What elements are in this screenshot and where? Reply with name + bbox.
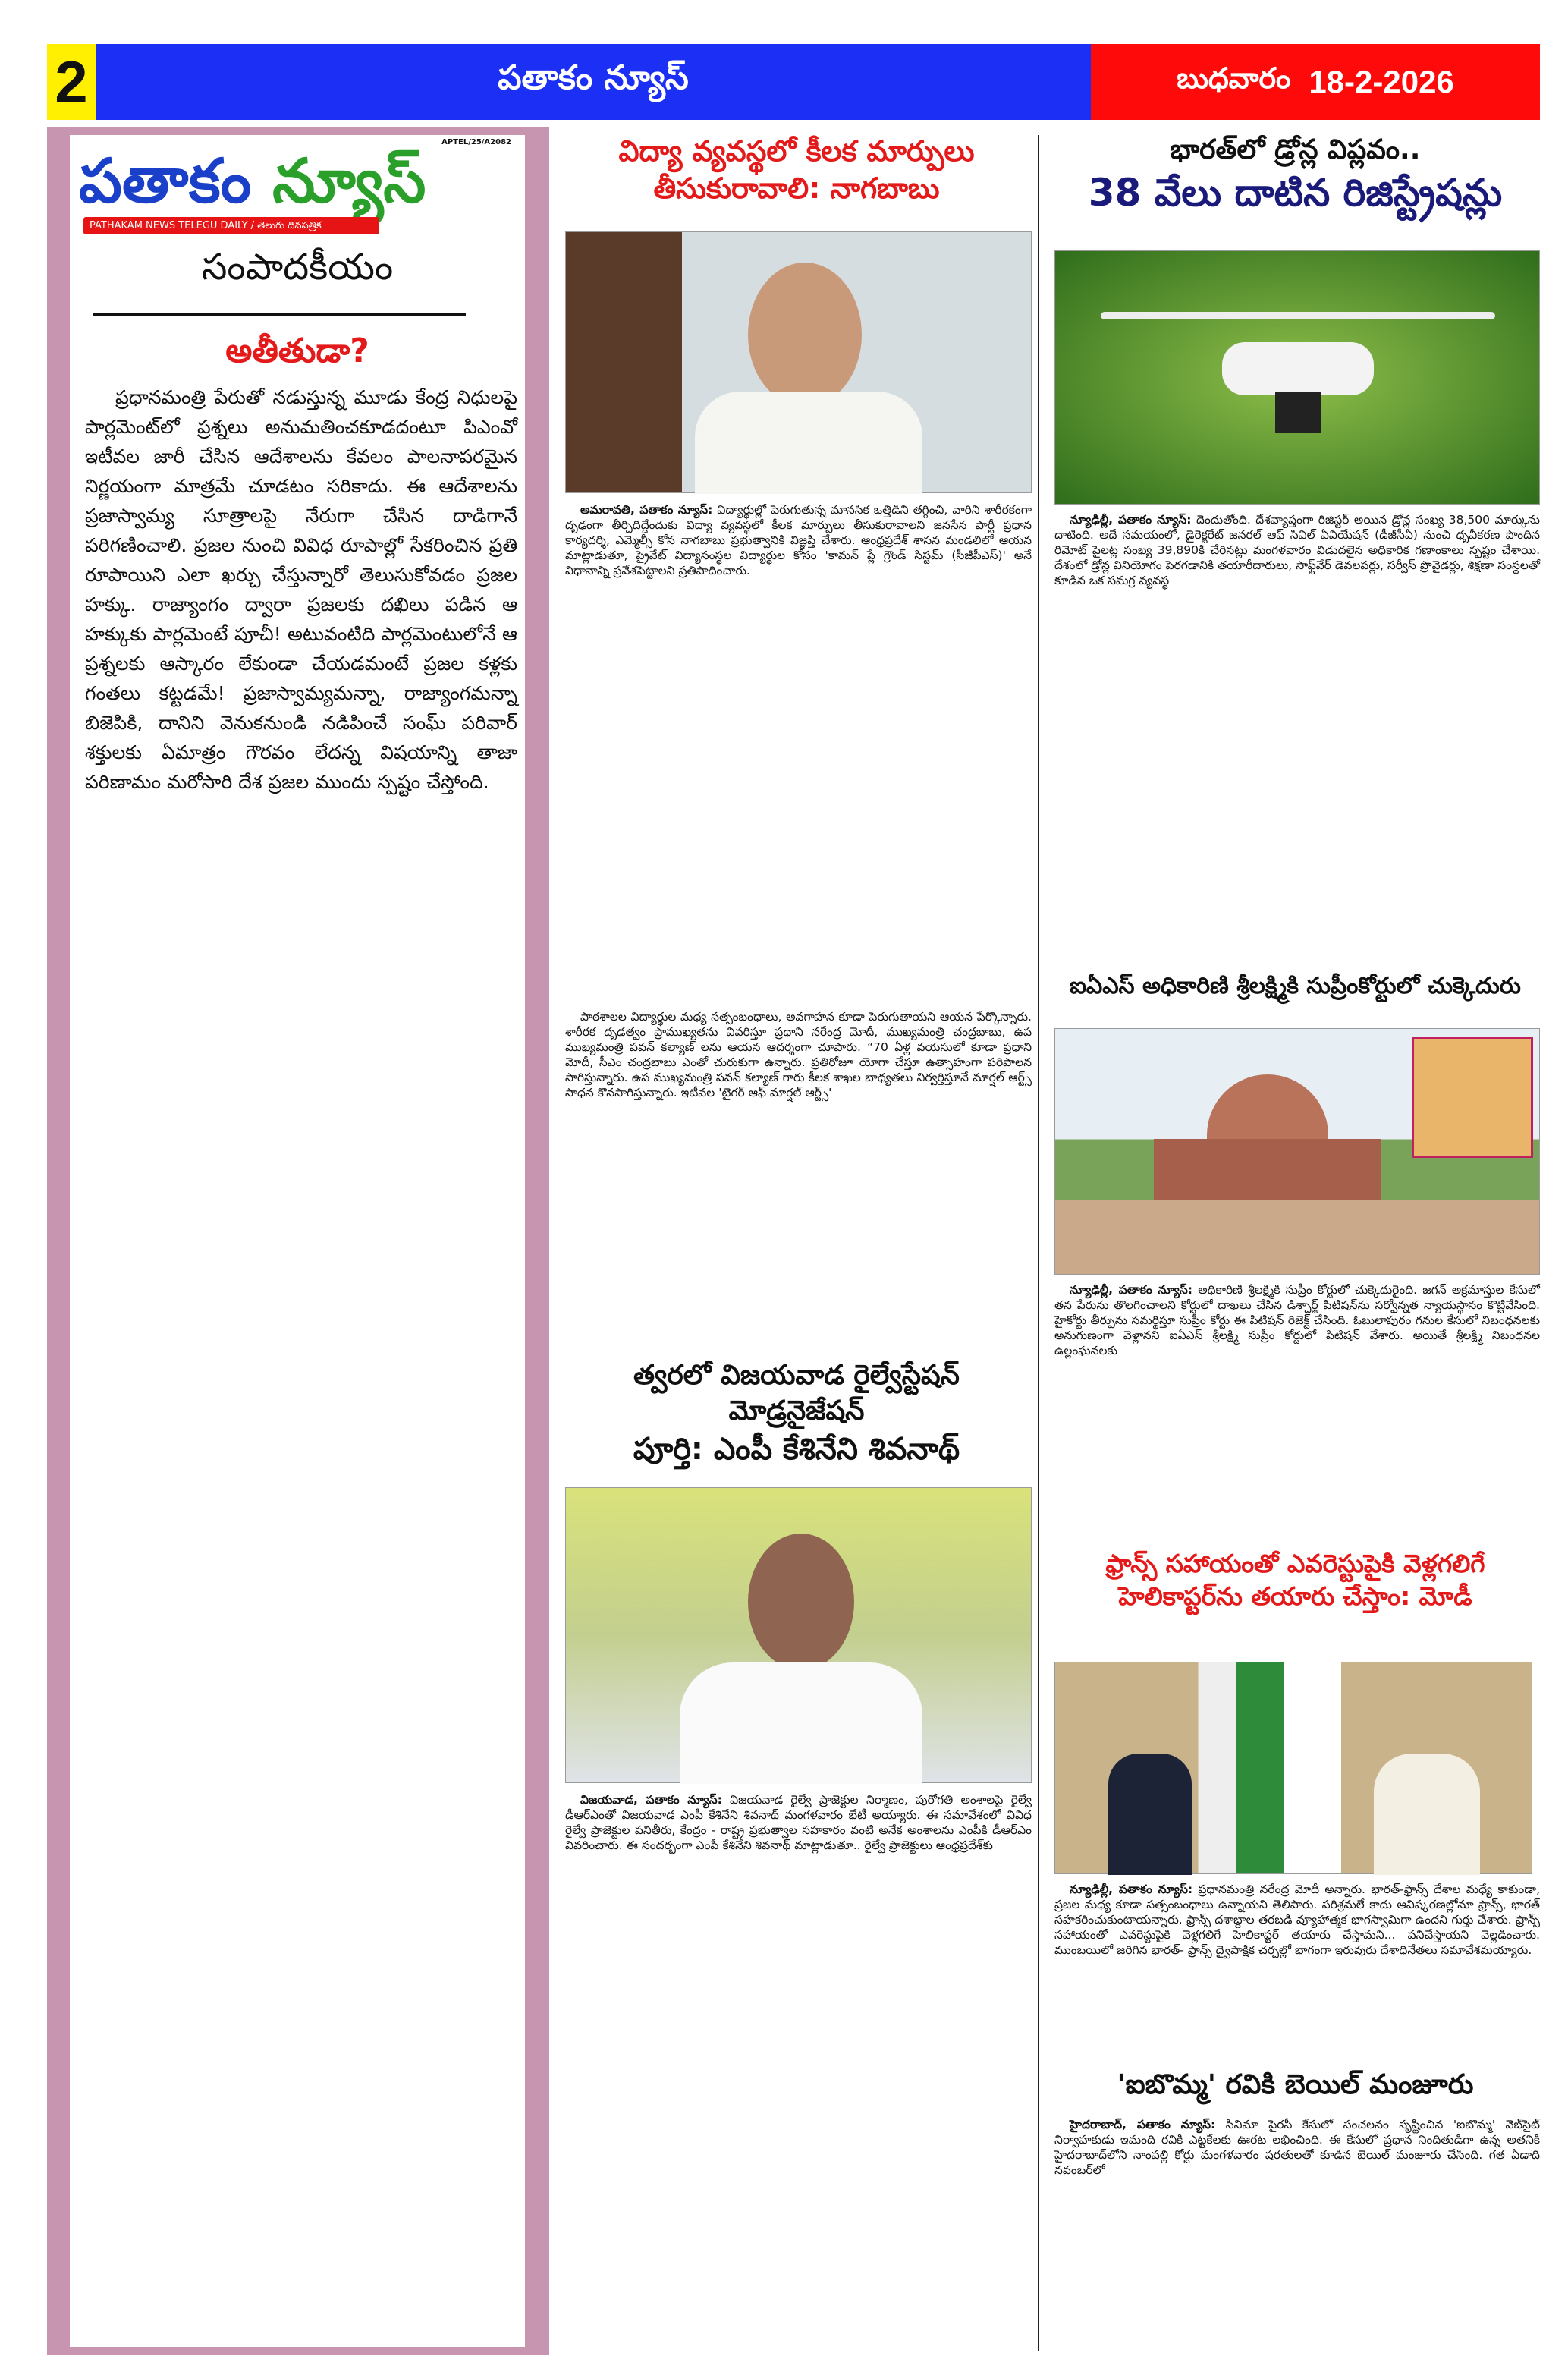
article-headline: [561, 133, 1032, 208]
article-headline: 'ఐబొమ్మ' రవికి బెయిల్ మంజూరు: [1117, 2069, 1474, 2100]
headline-line: తీసుకురావాలి: నాగబాబు: [653, 171, 940, 206]
registration-number: APTEL/25/A2082: [441, 138, 511, 146]
page-number: 2: [47, 44, 96, 120]
dateline: విజయవాడ, పతాకం న్యూస్:: [580, 1793, 722, 1807]
editorial-headline: అతీతుడా?: [225, 332, 369, 370]
logo-accent: న్యూస్: [272, 146, 426, 216]
logo-strip: PATHAKAM NEWS TELEGU DAILY / తెలుగు దినపత్రిక: [83, 217, 379, 234]
logo-main: పతాకం: [79, 146, 273, 216]
article-body-continued: పాఠశాలల విద్యార్థుల మధ్య సత్సంబంధాలు, అవగాహన కూడా పెరుగుతాయని ఆయన పేర్కొన్నారు. శారీరక దృఢత్వం ప్రాముఖ్యతను వివరిస్తూ ప్రధాని నరేంద్ర మోదీ, ముఖ్యమంత్రి చంద్రబాబు, ఉప ముఖ్యమంత్రి పవన్ కల్యాణ్ లను ఆయన ఆదర్శంగా చూపారు. “70 ఏళ్ల వయసులో కూడా ప్రధాని మోదీ, సీఎం చంద్రబాబు ఎంతో చురుకుగా ఉన్నారు. ప్రతిరోజూ యోగా చేస్తూ ఉత్సాహంగా పరిపాలన సాగిస్తున్నారు. ఉప ముఖ్యమంత్రి పవన్ కల్యాణ్ గారు కీలక శాఖల బాధ్యతలు నిర్వర్తిస్తూనే మార్షల్ ఆర్ట్స్ సాధన కొనసాగిస్తున్నారు. ఇటీవల 'టైగర్ ఆఫ్ మార్షల్ ఆర్ట్స్': [565, 1010, 1032, 1099]
day: బుధవారం: [1177, 61, 1291, 95]
dateline: హైదరాబాద్, పతాకం న్యూస్:: [1070, 2118, 1216, 2131]
body-text: దెందుతోంది. దేశవ్యాప్తంగా రిజిస్టర్ అయిన డ్రోన్ల సంఖ్య 38,500 మార్కును దాటింది. అదే సమయంలో, డైరెక్టరేట్ జనరల్ ఆఫ్ సివిల్ ఏవియేషన్ (డీజీసీఏ) నుంచి ధృవీకరణ పొందిన రిమోట్ పైలట్ల సంఖ్య 39,890కి చేరినట్లు మంగళవారం విడుదలైన అధికారిక గణాంకాలు స్పష్టం చేశాయి. దేశంలో డ్రోన్ల వినియోగం పెరగడానికి తయారీదారులు, సాఫ్ట్‌వేర్ డెవలపర్లు, సర్వీస్ ప్రొవైడర్లు, శిక్షణా సంస్థలతో కూడిన ఒక సమగ్ర వ్యవస్థ: [1054, 513, 1540, 587]
divider: [93, 313, 466, 316]
section-title: సంపాదకీయం: [201, 246, 394, 288]
article-body: [565, 502, 1032, 578]
body-text: విజయవాడ రైల్వే ప్రాజెక్టుల నిర్మాణం, పురోగతి అంశాలపై రైల్వే డీఆర్ఎంతో విజయవాడ ఎంపీ కేశినేని శివనాథ్ మంగళవారం భేటీ అయ్యారు. ఈ సమావేశంలో వివిధ రైల్వే ప్రాజెక్టుల పనితీరు, కేంద్రం - రాష్ట్ర ప్రభుత్వాల సహకారం వంటి అనేక అంశాలను ఎంపీకి డీఆర్ఎం వివరించారు. ఈ సందర్భంగా ఎంపీ కేశినేని శివనాథ్ మాట్లాడుతూ.. రైల్వే ప్రాజెక్టులు ఆంధ్రప్రదేశ్‌కు: [565, 1793, 1032, 1852]
article-body: [565, 1792, 1032, 1853]
newspaper-name: పతాకం న్యూస్: [498, 58, 689, 97]
article-headline: [1051, 133, 1540, 218]
dateline: అమరావతి, పతాకం న్యూస్:: [580, 503, 713, 517]
editorial-body: ప్రధానమంత్రి పేరుతో నడుస్తున్న మూడు కేంద్ర నిధులపై పార్లమెంట్‌లో ప్రశ్నలు అనుమతించకూడదంటూ పిఎంవో ఇటీవల జారీ చేసిన ఆదేశాలను కేవలం పాలనాపరమైన నిర్ణయంగా మాత్రమే చూడటం సరికాదు. ఈ ఆదేశాలను ప్రజాస్వామ్య సూత్రాలపై నేరుగా చేసిన దాడిగానే పరిగణించాలి. ప్రజల నుంచి వివిధ రూపాల్లో సేకరించిన ప్రతి రూపాయిని ఎలా ఖర్చు చేస్తున్నారో తెలుసుకోవడం ప్రజల హక్కు. రాజ్యాంగం ద్వారా ప్రజలకు దఖిలు పడిన ఆ హక్కుకు పార్లమెంటే పూచీ! అటువంటిది పార్లమెంటులోనే ఆ ప్రశ్నలకు ఆస్కారం లేకుండా చేయడమంటే ప్రజల కళ్లకు గంతలు కట్టడమే! ప్రజాస్వామ్యమన్నా, రాజ్యాంగమన్నా బిజెపికి, దానిని వెనుకనుండి నడిపించే సంఘ్ పరివార్ శక్తులకు ఏమాత్రం గౌరవం లేదన్న విషయాన్ని తాజా పరిణామం మరోసారి దేశ ప్రజల ముందు స్పష్టం చేస్తోంది.: [85, 386, 517, 793]
dateline: న్యూఢిల్లీ, పతాకం న్యూస్:: [1070, 1883, 1193, 1896]
modi-macron-photo: [1054, 1662, 1532, 1874]
article-body: [1054, 2117, 1540, 2178]
supreme-court-photo: [1054, 1028, 1540, 1275]
headline-line: 38 వేలు దాటిన రిజిస్ట్రేషన్లు: [1088, 170, 1503, 215]
dateline: న్యూఢిల్లీ, పతాకం న్యూస్:: [1070, 1283, 1192, 1297]
article-body: [1054, 1882, 1540, 1958]
date: 18-2-2026: [1309, 64, 1454, 99]
masthead-logo: [79, 138, 519, 234]
article-headline: [1051, 1548, 1540, 1613]
article-headline: ఐఏఎస్ అధికారిణి శ్రీలక్ష్మికి సుప్రీంకోర్టులో చుక్కెదురు: [1070, 973, 1521, 999]
headline-line: విద్యా వ్యవస్థలో కీలక మార్పులు: [618, 134, 975, 168]
column-divider: [1038, 135, 1039, 2351]
body-text: సినిమా పైరసీ కేసులో సంచలనం సృష్టించిన 'ఐబొమ్మ' వెబ్‌సైట్ నిర్వాహకుడు ఇమంది రవికి ఎట్టకేలకు ఊరట లభించింది. ఈ కేసులో ప్రధాన నిందితుడిగా ఉన్న అతనికి హైదరాబాద్‌లోని నాంపల్లి కోర్టు మంగళవారం షరతులతో కూడిన బెయిల్ మంజూరు చేసింది. గత ఏడాది నవంబర్‌లో: [1054, 2118, 1541, 2177]
dateline: న్యూఢిల్లీ, పతాకం న్యూస్:: [1070, 513, 1192, 527]
article-body: [1054, 1282, 1540, 1358]
body-text: అధికారిణి శ్రీలక్ష్మికి సుప్రీం కోర్టులో చుక్కెదురైంది. జగన్ అక్రమాస్తుల కేసులో తన పేరును తొలగించాలని కోర్టులో దాఖలు చేసిన డిశ్చార్జ్ పిటిషన్‌ను సర్వోన్నత న్యాయస్థానం కొట్టివేసింది. హైకోర్టు తీర్పును సమర్థిస్తూ సుప్రీం కోర్టు ఈ పిటిషన్ రిజెక్ట్ చేసింది. ఓబులాపురం గనుల కేసులో నిబంధనలకు అనుగుణంగా వెళ్లానని ఐఏఎస్ శ్రీలక్ష్మి సుప్రీం కోర్టులో పిటిషన్ వేశారు. అయితే శ్రీలక్ష్మి నిబంధనల ఉల్లంఘనలకు: [1054, 1283, 1540, 1357]
headline-line: భారత్‌లో డ్రోన్ల విప్లవం..: [1170, 134, 1421, 165]
article-body: [1054, 512, 1540, 588]
article-headline: [561, 1358, 1032, 1469]
kesineni-sivanath-photo: [565, 1487, 1032, 1783]
nagababu-photo: [565, 231, 1032, 493]
body-text: ప్రధానమంత్రి నరేంద్ర మోదీ అన్నారు. భారత్-ఫ్రాన్స్ దేశాల మధ్యే కాకుండా, ప్రజల మధ్య కూడా సత్సంబంధాలు ఉన్నాయని తెలిపారు. పరిశ్రమలే కాదు ఆవిష్కరణల్లోనూ ఫ్రాన్స్, భారత్ సహకరించుకుంటాయన్నారు. ఫ్రాన్స్ దశాబ్దాల తరబడి వ్యూహాత్మక భాగస్వామిగా ఉందని గుర్తు చేశారు. ఫ్రాన్స్ సహాయంతో ఎవరెస్టుపైకి వెళ్లగలిగే హెలికాప్టర్ తయారు చేస్తామని... పనిచేస్తాయని వెల్లడించారు. ముంబయిలో జరిగిన భారత్- ఫ్రాన్స్ ద్వైపాక్షిక చర్చల్లో భాగంగా ఇరువురు దేశాధినేతలు సమావేశమయ్యారు.: [1054, 1883, 1540, 1957]
body-text: విద్యార్థుల్లో పెరుగుతున్న మానసిక ఒత్తిడిని తగ్గించి, వారిని శారీరకంగా దృఢంగా తీర్చిదిద్దేందుకు విద్యా వ్యవస్థలో కీలక మార్పులు తీసుకురావాలని జనసేన పార్టీ ప్రధాన కార్యదర్శి, ఎమ్మెల్సీ కోన నాగబాబు ప్రభుత్వానికి విజ్ఞప్తి చేశారు. ఆంధ్రప్రదేశ్ శాసన మండలిలో ఆయన మాట్లాడుతూ, ప్రైవేట్ విద్యాసంస్థల విద్యార్థుల కోసం 'కామన్ ప్లే గ్రౌండ్ సిస్టమ్ (సీజీపీఎస్)' అనే విధానాన్ని ప్రవేశపెట్టాలని ప్రతిపాదించారు.: [565, 503, 1032, 577]
srilakshmi-inset-photo: [1412, 1037, 1533, 1158]
header-date-block: [1091, 44, 1540, 120]
headline-line: పూర్తి: ఎంపీ కేశినేని శివనాథ్: [633, 1431, 960, 1467]
headline-line: త్వరలో విజయవాడ రైల్వేస్టేషన్ మోడ్రనైజేషన్: [633, 1360, 960, 1427]
drone-photo: [1054, 250, 1540, 505]
headline-line: హెలికాప్టర్‌ను తయారు చేస్తాం: మోడీ: [1118, 1581, 1472, 1611]
logo-wordmark: [79, 147, 426, 215]
headline-line: ఫ్రాన్స్ సహాయంతో ఎవరెస్టుపైకి వెళ్లగలిగే: [1105, 1549, 1485, 1578]
header-title: [96, 44, 1091, 120]
